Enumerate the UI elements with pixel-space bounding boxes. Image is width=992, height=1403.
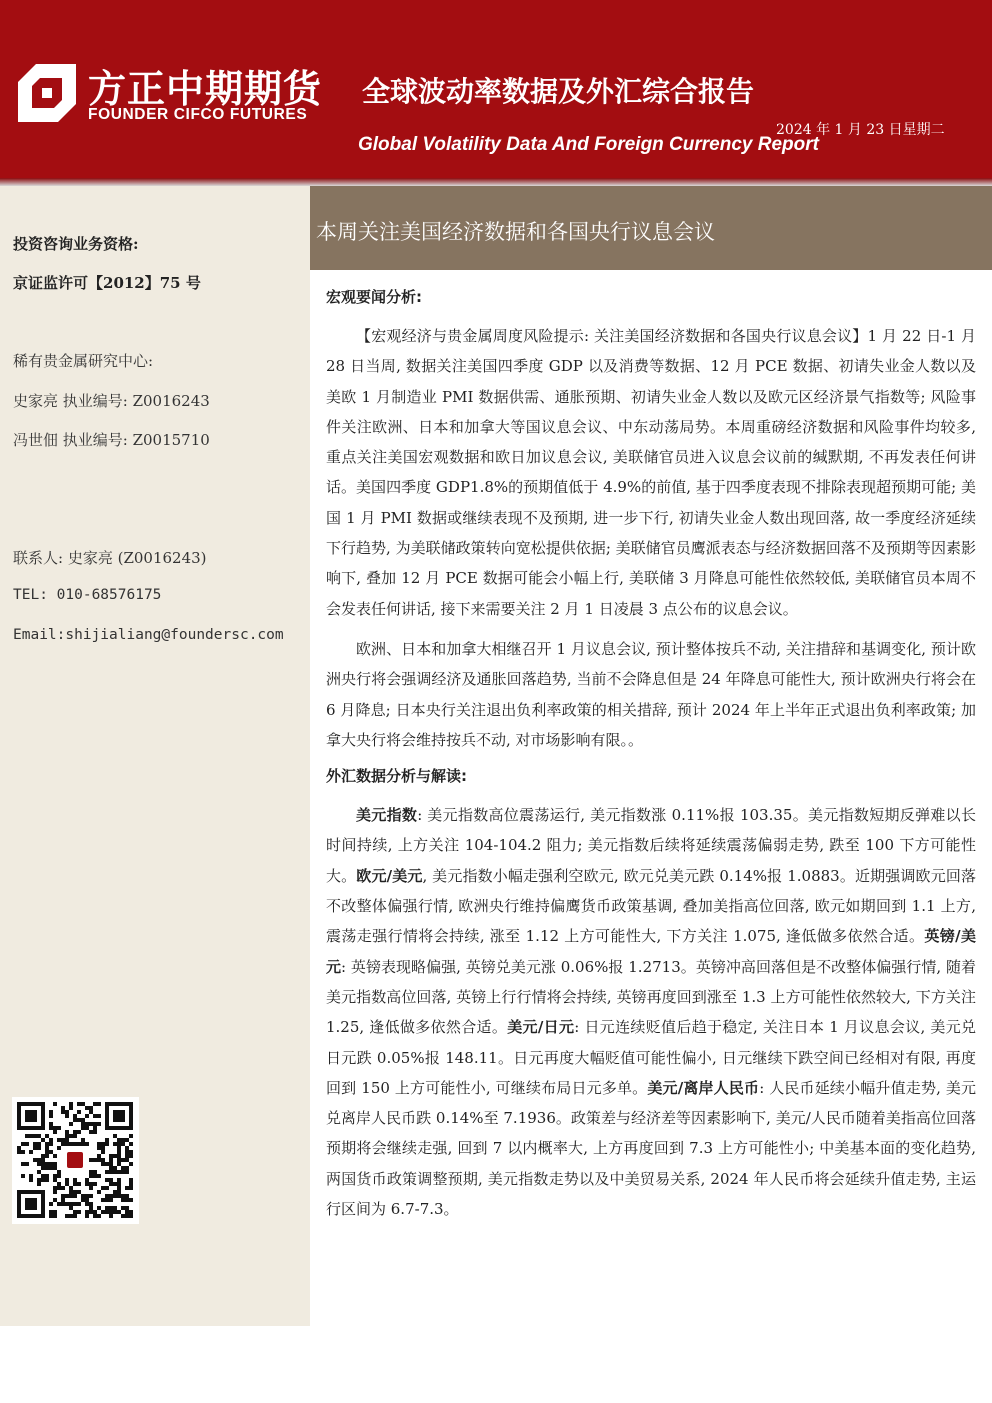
header-divider	[0, 178, 992, 186]
fx-keyword-usdjpy: 美元/日元	[507, 1018, 575, 1037]
fx-keyword-usdcnh: 美元/离岸人民币	[647, 1078, 760, 1097]
fx-text-usd-index: : 美元指数高位震荡运行, 美元指数涨 0.11%报 103.35。美元指数短期反弹难以长时间持续, 上方关注 104-104.2 阻力; 美元指数后续将延续震荡偏弱走势, 跌至 100 下方可能性大。	[326, 806, 976, 885]
qr-code	[12, 1097, 139, 1224]
report-date: 2024 年 1 月 23 日星期二	[776, 122, 945, 138]
macro-paragraph-1: 【宏观经济与贵金属周度风险提示: 关注美国经济数据和各国央行议息会议】1 月 22 日-1 月 28 日当周, 数据关注美国四季度 GDP 以及消费等数据、12 月 PCE 数据、初请失业金人数以及美欧 1 月制造业 PMI 数据供需、通胀预期、初请失业金人数以及欧元区经济景气指数等; 风险事件关注欧洲、日本和加拿大等国议息会议、中东动荡局势。本周重磅经济数据和风险事件均较多, 重点关注美国宏观数据和欧日加议息会议, 美联储官员进入议息会议前的缄默期, 不再发表任何讲话。美国四季度 GDP1.8%的预期值低于 4.9%的前值, 基于四季度表现不排除表现超预期可能; 美国 1 月 PMI 数据或继续表现不及预期, 进一步下行, 初请失业金人数出现回落, 故一季度经济延续下行趋势, 为美联储政策转向宽松提供依据; 美联储官员鹰派表态与经济数据回落不及预期等因素影响下, 叠加 12 月 PCE 数据可能会小幅上行, 美联储 3 月降息可能性依然较低, 美联储官员本周不会发表任何讲话, 接下来需要关注 2 月 1 日凌晨 3 点公布的议息会议。	[326, 327, 976, 618]
topic-banner	[310, 186, 992, 270]
founder-logo-icon	[18, 64, 76, 122]
fx-text-gbpusd: : 英镑表现略偏强, 英镑兑美元涨 0.06%报 1.2713。英镑冲高回落但是不改整体偏强行情, 随着美元指数高位回落, 英镑上行行情将会持续, 英镑再度回到涨至 1.3 上方可能性依然较大, 下方关注 1.25, 逢低做多依然合适。	[326, 957, 976, 1037]
fx-paragraph	[326, 800, 976, 1224]
section-macro-title: 宏观要闻分析:	[326, 288, 422, 306]
report-header	[0, 0, 992, 184]
company-name-en: FOUNDER CIFCO FUTURES	[88, 106, 308, 123]
fx-text-usdjpy: : 日元连续贬值后趋于稳定, 关注日本 1 月议息会议, 美元兑日元跌 0.05%报 148.11。日元再度大幅贬值可能性偏小, 日元继续下跌空间已经相对有限, 再度回到 150 上方可能性小, 可继续布局日元多单。	[326, 1018, 977, 1097]
main-content	[326, 286, 976, 1234]
research-center: 稀有贵金属研究中心:	[13, 352, 154, 370]
analyst-1: 史家亮 执业编号: Z0016243	[13, 392, 210, 410]
report-subtitle-en: Global Volatility Data And Foreign Currency Report	[358, 134, 819, 155]
report-title: 全球波动率数据及外汇综合报告	[362, 75, 755, 108]
contact-person: 联系人: 史家亮 (Z0016243)	[13, 549, 207, 567]
company-name-cn: 方正中期期货	[88, 67, 323, 111]
qualification-value: 京证监许可【2012】75 号	[13, 274, 201, 292]
fx-text-eurusd: , 美元指数小幅走强利空欧元, 欧元兑美元跌 0.14%报 1.0883。近期强调欧元回落不改整体偏强行情, 欧洲央行维持偏鹰货币政策基调, 叠加美指高位回落, 欧元如期回到 1.1 上方, 震荡走强行情将会持续, 涨至 1.12 上方可能性大, 下方关注 1.075, 逢低做多依然合适。	[326, 866, 976, 946]
analyst-2: 冯世佃 执业编号: Z0015710	[13, 431, 210, 449]
qr-code-icon	[12, 1097, 139, 1224]
contact-tel: TEL: 010-68576175	[13, 587, 162, 603]
topic-title: 本周关注美国经济数据和各国央行议息会议	[316, 220, 715, 244]
fx-keyword-eurusd: 欧元/美元	[356, 866, 423, 885]
macro-paragraph-2: 欧洲、日本和加拿大相继召开 1 月议息会议, 预计整体按兵不动, 关注措辞和基调变化, 预计欧洲央行将会强调经济及通胀回落趋势, 当前不会降息但是 24 年降息可能性大, 预计欧洲央行将会在 6 月降息; 日本央行关注退出负利率政策的相关措辞, 预计 2024 年上半年正式退出负利率政策; 加拿大央行将会维持按兵不动, 对市场影响有限。。	[326, 639, 976, 749]
fx-keyword-gbpusd: 英镑/美元	[326, 927, 976, 976]
fx-keyword-usd-index: 美元指数	[356, 806, 418, 825]
fx-text-usdcnh: : 人民币延续小幅升值走势, 美元兑离岸人民币跌 0.14%至 7.1936。政策差与经济差等因素影响下, 美元/人民币随着美指高位回落预期将会继续走强, 回到 7 以内概率大, 上方再度回到 7.3 上方可能性小; 中美基本面的变化趋势, 两国货币政策调整预期, 美元指数走势以及中美贸易关系, 2024 年人民币将会延续升值走势, 主运行区间为 6.7-7.3。	[326, 1078, 976, 1219]
qualification-label: 投资咨询业务资格:	[13, 235, 139, 253]
section-fx-title: 外汇数据分析与解读:	[326, 767, 467, 786]
contact-email[interactable]: Email:shijialiang@foundersc.com	[13, 627, 284, 643]
